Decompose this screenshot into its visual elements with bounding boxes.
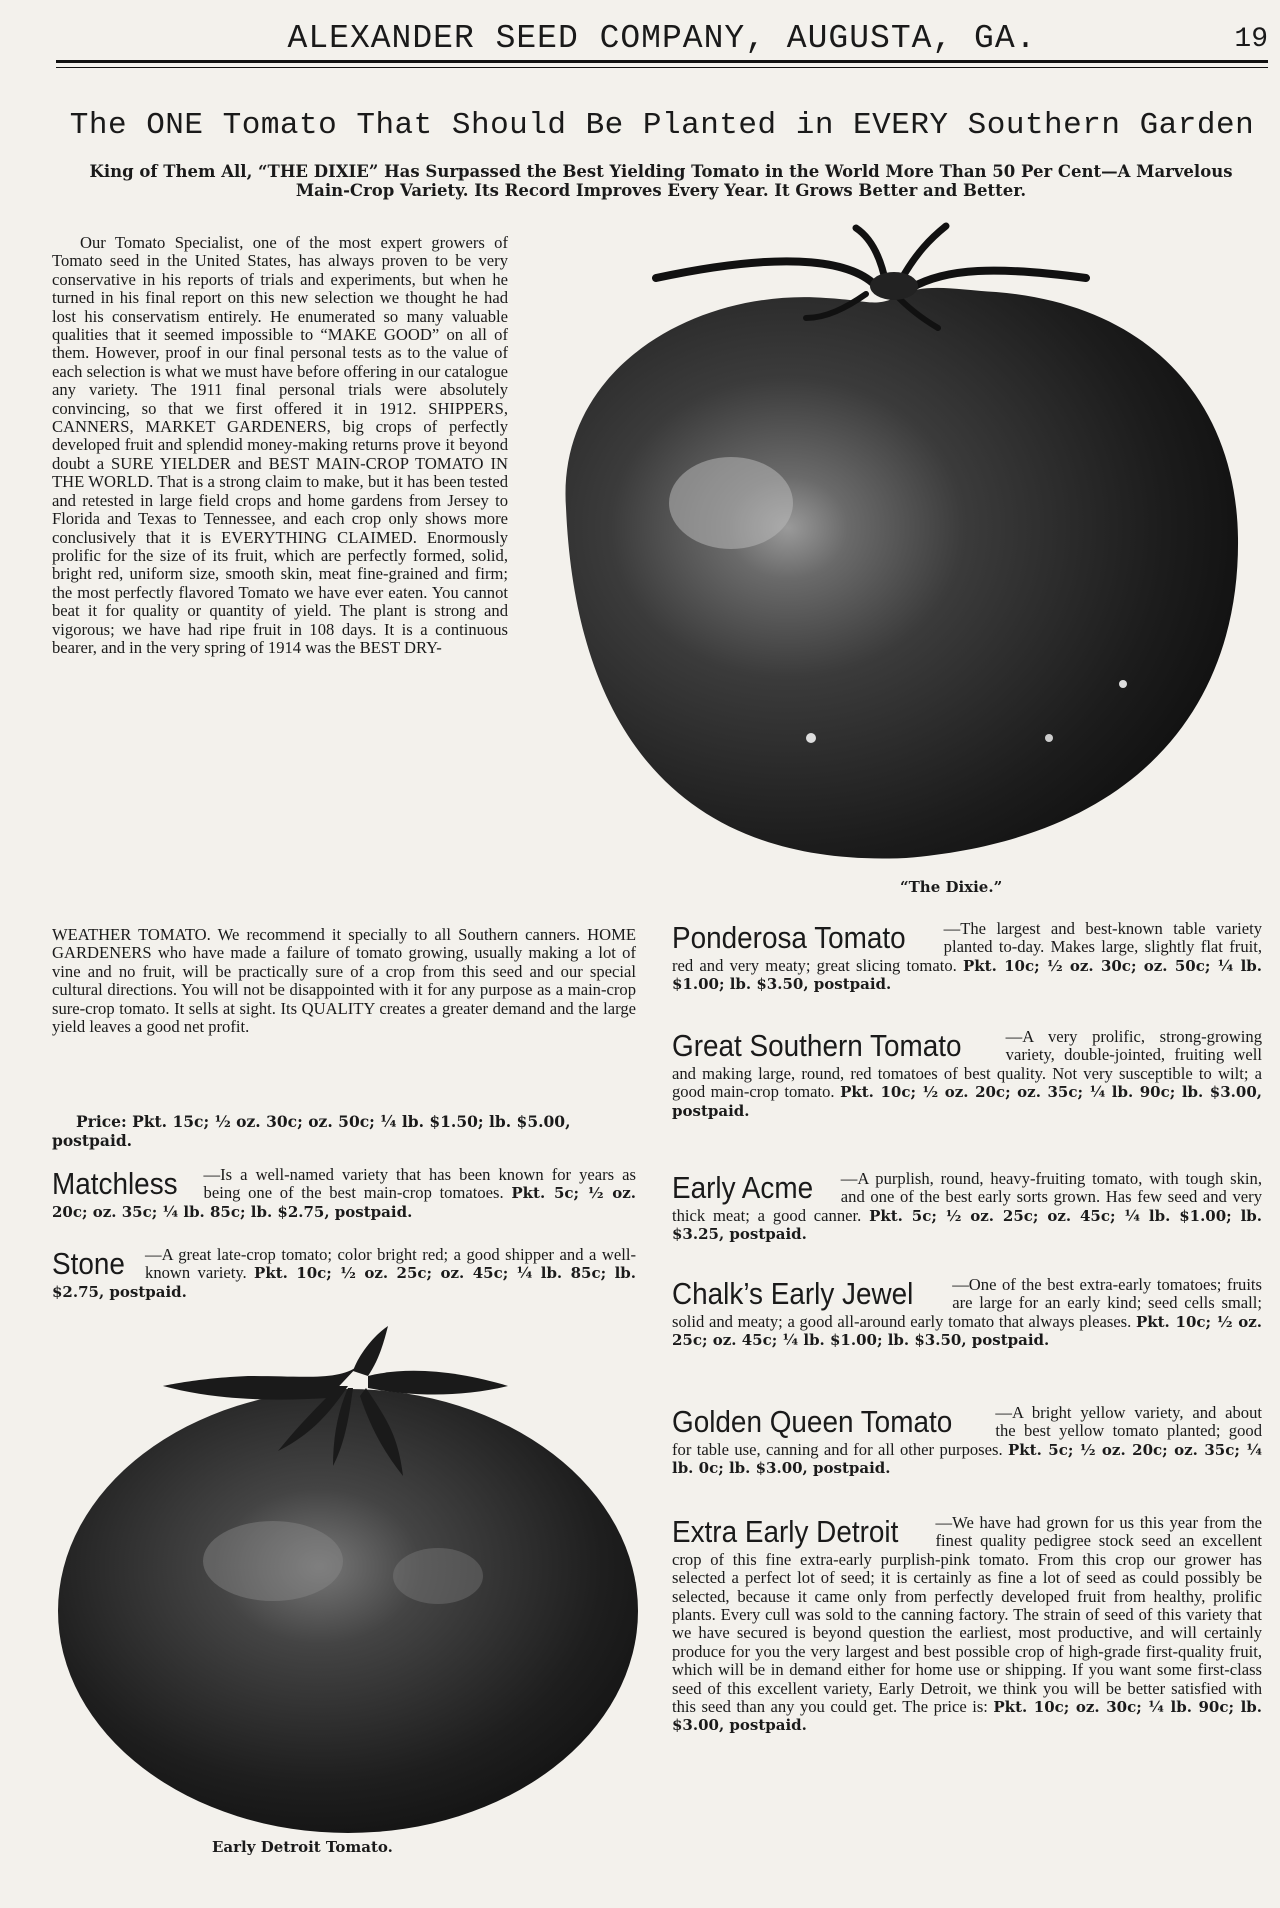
entry-extra-early-detroit (672, 1514, 1262, 1735)
entry-name: Golden Queen Tomato (672, 1404, 953, 1439)
entry-desc: —A bright yellow variety, and about the best yellow tomato planted; good for table use, canning and for all other purposes. (672, 1403, 1262, 1459)
entry-desc: —The largest and best-known table variety planted to-day. Makes large, slightly flat fruit, red and very meaty; great slicing tomato. (672, 919, 1262, 975)
entry-chalks-early-jewel (672, 1276, 1262, 1350)
entry-desc: —We have had grown for us this year from the finest quality pedigree stock seed an excellent crop of this fine extra-early purplish-pink tomato. From this crop our grower has selected a perfect lot of seed; it is certainly as fine a lot of seed as could possibly be selected, because it came only from perfectly developed fruit from healthy, prolific plants. Every cull was sold to the canning factory. The strain of seed of this variety that we have secured is beyond question the earliest, most productive, and will certainly produce for you the very largest and best possible crop of high-grade first-quality fruit, which will be in demand either for home use or shipping. If you want some first-class seed of this excellent variety, Early Detroit, we think you will be better satisfied with this seed than any you could get. The price is: (672, 1513, 1262, 1717)
main-heading: The ONE Tomato That Should Be Planted in EVERY Southern Garden (69, 108, 1255, 143)
entry-price: Pkt. 5c; ½ oz. 20c; oz. 35c; ¼ lb. 0c; lb. $3.00, postpaid. (672, 1440, 1262, 1478)
entry-desc: —One of the best extra-early tomatoes; fruits are large for an early kind; seed cells small; solid and meaty; a good all-around early tomato that always pleases. (672, 1275, 1262, 1331)
entry-desc: —Is a well-named variety that has been known for years as being one of the best main-crop tomatoes. (203, 1165, 636, 1203)
dixie-description-narrow (52, 234, 508, 657)
dixie-caption: “The Dixie.” (900, 878, 1003, 896)
running-head (56, 18, 1268, 58)
entry-price: Pkt. 10c; ½ oz. 30c; oz. 50c; ¼ lb. $1.00; lb. $3.50, postpaid. (672, 956, 1263, 994)
dixie-text-wide: WEATHER TOMATO. We recommend it specially to all Southern canners. HOME GARDENERS who have made a failure of tomato growing, usually making a lot of vine and no fruit, will be practically sure of a crop from this seed and our special cultural directions. You will not be disappointed with it for any purpose as a main-crop sure-crop tomato. It sells at sight. Its QUALITY creates a greater demand and the large yield leaves a good net profit. (52, 925, 636, 1037)
entry-desc: —A purplish, round, heavy-fruiting tomato, with tough skin, and one of the best early sorts grown. Has few seed and very thick meat; a good canner. (672, 1169, 1262, 1225)
entry-name: Stone (52, 1246, 125, 1281)
entry-name: Chalk’s Early Jewel (672, 1276, 914, 1311)
entry-desc: —A very prolific, strong-growing variety, double-jointed, fruiting well and making large, round, red tomatoes of best quality. Not very susceptible to wilt; a good main-crop tomato. (672, 1027, 1262, 1102)
entry-matchless (52, 1166, 636, 1221)
entry-name: Extra Early Detroit (672, 1514, 899, 1549)
entry-name: Early Acme (672, 1170, 814, 1205)
early-detroit-tomato-illustration (48, 1326, 638, 1836)
entry-great-southern (672, 1028, 1262, 1120)
entry-price: Pkt. 10c; ½ oz. 20c; oz. 35c; ¼ lb. 90c; lb. $3.00, postpaid. (672, 1083, 1262, 1120)
header-rule-thin (56, 67, 1268, 68)
dixie-text-narrow: Our Tomato Specialist, one of the most expert growers of Tomato seed in the United States, has always proven to be very conservative in his reports of trials and experiments, but when he turned in his final report on this new selection we thought he had lost his conservatism entirely. He enumerated so many valuable qualities that it seemed impossible to “MAKE GOOD” on all of them. However, proof in our final personal tests as to the value of each selection is what we must have before offering in our catalogue any variety. The 1911 final personal trials were absolutely convincing, so that we first offered it in 1912. SHIPPERS, CANNERS, MARKET GARDENERS, big crops of perfectly developed fruit and splendid money-making returns prove it beyond doubt a SURE YIELDER and BEST MAIN-CROP TOMATO IN THE WORLD. That is a strong claim to make, but it has been tested and retested in large field crops and home gardens from Jersey to Florida and Texas to Tennessee, and each crop only shows more conclusively that it is EVERYTHING CLAIMED. Enormously prolific for the size of its fruit, which are perfectly formed, solid, bright red, uniform size, smooth skin, meat fine-grained and firm; the most perfectly flavored Tomato we have ever eaten. You cannot beat it for quality or quantity of yield. The plant is strong and vigorous; we have had ripe fruit in 108 days. It is a continuous bearer, and in the very spring of 1914 was the BEST DRY- (52, 233, 508, 657)
dixie-tomato-illustration (526, 218, 1270, 868)
header-rule-thick (56, 60, 1268, 63)
running-title: ALEXANDER SEED COMPANY, AUGUSTA, GA. (287, 20, 1037, 57)
entry-stone (52, 1246, 636, 1301)
entry-ponderosa (672, 920, 1262, 994)
page-number: 19 (1234, 24, 1268, 55)
early-detroit-caption: Early Detroit Tomato. (212, 1838, 393, 1856)
entry-early-acme (672, 1170, 1262, 1244)
subheading: King of Them All, “THE DIXIE” Has Surpassed the Best Yielding Tomato in the World More Than 50 Per Cent—A Marvelous Main-Crop Variety. Its Record Improves Every Year. It Grows Better and Better. (89, 162, 1233, 200)
entry-price: Pkt. 5c; ½ oz. 25c; oz. 45c; ¼ lb. $1.00; lb. $3.25, postpaid. (672, 1206, 1262, 1244)
entry-golden-queen (672, 1404, 1262, 1478)
dixie-price: Price: Pkt. 15c; ½ oz. 30c; oz. 50c; ¼ lb. $1.50; lb. $5.00, postpaid. (52, 1112, 571, 1150)
dixie-description-wide (52, 926, 636, 1036)
entry-price: Pkt. 10c; ½ oz. 25c; oz. 45c; ¼ lb. 85c; lb. $2.75, postpaid. (52, 1264, 636, 1301)
entry-price: Pkt. 10c; ½ oz. 25c; oz. 45c; ¼ lb. $1.00; lb. $3.50, postpaid. (672, 1312, 1262, 1350)
entry-price: Pkt. 5c; ½ oz. 20c; oz. 35c; ¼ lb. 85c; lb. $2.75, postpaid. (52, 1184, 636, 1221)
entry-name: Great Southern Tomato (672, 1028, 962, 1063)
entry-name: Ponderosa Tomato (672, 920, 906, 955)
entry-desc: —A great late-crop tomato; color bright red; a good shipper and a well-known variety. (145, 1245, 636, 1283)
entry-price: Pkt. 10c; oz. 30c; ¼ lb. 90c; lb. $3.00, postpaid. (672, 1698, 1263, 1735)
entry-name: Matchless (52, 1166, 178, 1201)
